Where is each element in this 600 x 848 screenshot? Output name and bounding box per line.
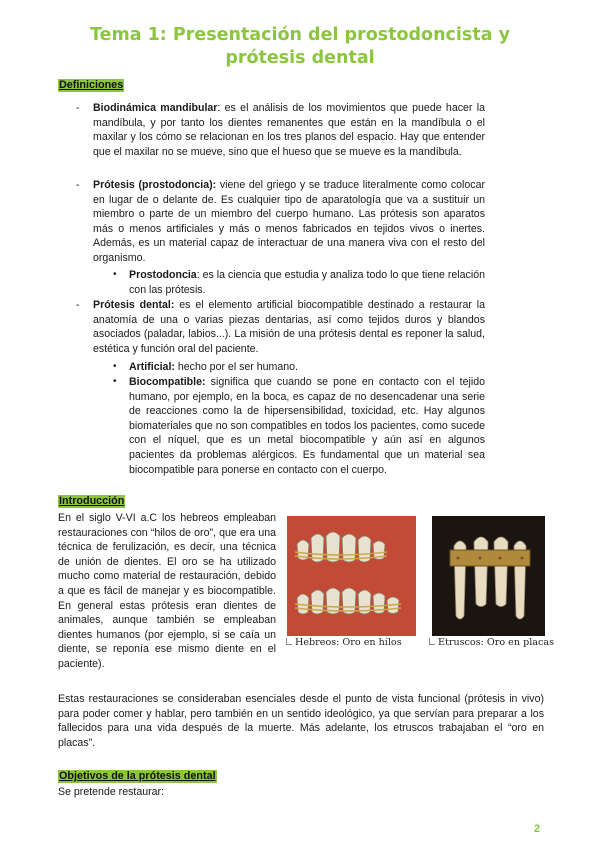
definition-text: significa que cuando se pone en contacto con el tejido humano, por ejemplo, en la boca, es capaz de no desencadenar una serie de reacciones como la de hipersensibilidad, toxicidad, etc. Hay algunos biomateriales que no son compatibles en todos los pacientes, como sucede con el níquel, que es un metal biocompatible y aún así en algunos pacientes da problemas alérgicos. Es fundamental que un material sea biocompatible para ponerse en contacto con el cuerpo. bbox=[129, 376, 485, 476]
bullet-marker: • bbox=[113, 376, 117, 387]
definition-prostodoncia bbox=[129, 268, 485, 297]
figure-caption-left bbox=[286, 637, 402, 648]
definition-text: es el elemento artificial biocompatible destinado a restaurar la anatomía de una o varias piezas dentarias, así como tejidos duros y blandos asociados (paladar, labios...). La misión de una prótesis dental es reponer la salud, estética y función oral del paciente. bbox=[93, 299, 485, 355]
teeth-gold-wire-illustration bbox=[287, 516, 416, 636]
caption-text: Hebreos: Oro en hilos bbox=[295, 637, 402, 648]
section-heading-introduccion: Introducción bbox=[59, 495, 125, 507]
term-protesis: Prótesis (prostodoncia): bbox=[93, 179, 217, 191]
term-prostodoncia: Prostodoncia bbox=[129, 269, 197, 281]
definition-artificial bbox=[129, 360, 485, 375]
definition-text: : es la ciencia que estudia y analiza todo lo que tiene relación con las prótesis. bbox=[129, 269, 485, 296]
definition-text: : es el análisis de los movimientos que puede hacer la mandíbula, y por tanto los dientes remanentes que están en la mandíbula o el maxilar y los cómo se relacionan en los tres planos del espacio. Hay que entender que el maxilar no se mueve, sino que el hueso que se mueve es la mandíbula. bbox=[93, 102, 485, 158]
term-protesis-dental: Prótesis dental: bbox=[93, 299, 175, 311]
dash-marker: - bbox=[76, 102, 80, 114]
caption-text: Etruscos: Oro en placas bbox=[438, 637, 555, 648]
page-title: Tema 1: Presentación del prostodoncista y prótesis dental bbox=[89, 25, 511, 68]
definition-protesis bbox=[93, 178, 485, 266]
bullet-marker: • bbox=[113, 361, 117, 372]
page-number: 2 bbox=[534, 823, 541, 835]
definition-protesis-dental bbox=[93, 298, 485, 356]
dash-marker: - bbox=[76, 179, 80, 191]
term-biodinamica: Biodinámica mandibular bbox=[93, 102, 218, 114]
historical-prosthesis-figure bbox=[284, 510, 555, 652]
term-artificial: Artificial: bbox=[129, 361, 175, 373]
intro-paragraph-1: En el siglo V-VI a.C los hebreos empleaban restauraciones con “hilos de oro”, que era una técnica de ferulización, es decir, una técnica de unión de dientes. El oro se ha utilizado mucho como material de restauración, debido a que es fácil de manejar y es biocompatible. En general estas prótesis eran dientes de animales, aunque también se empleaban dientes humanos (por ejemplo, si se caía un diente, se reponía ese mismo diente en el paciente). bbox=[58, 512, 276, 670]
dash-marker: - bbox=[76, 299, 80, 311]
definition-text: hecho por el ser humano. bbox=[174, 361, 299, 373]
section-heading-definiciones: Definiciones bbox=[59, 79, 124, 91]
caption-marker-icon bbox=[286, 638, 292, 645]
intro-paragraph-2: Estas restauraciones se consideraban esenciales desde el punto de vista funcional (prótesis in vivo) para poder comer y hablar, pero también en un sentido ideológico, ya que servían para preparar a los fallecidos para una vida después de la muerte. Más adelante, los etruscos trabajaban el “oro en placas”. bbox=[58, 693, 544, 749]
bullet-marker: • bbox=[113, 269, 117, 280]
teeth-gold-plate-illustration bbox=[432, 516, 545, 636]
definition-biocompatible bbox=[129, 375, 485, 477]
term-biocompatible: Biocompatible: bbox=[129, 376, 206, 388]
hebreos-gold-wire-photo bbox=[287, 516, 416, 636]
caption-marker-icon bbox=[429, 638, 435, 645]
definition-text: viene del griego y se traduce literalmente como colocar en lugar de o delante de. Es cualquier tipo de aparatología que va a sustituir un miembro o parte de un miembro del cuerpo humano. Las prótesis son aparatos más o menos artificiales y más o menos fabricados en tejidos vivos o inertes. Además, es un material capaz de interactuar de una manera viva con el resto del organismo. bbox=[93, 179, 485, 264]
etruscos-gold-plate-photo bbox=[432, 516, 545, 636]
section-heading-objetivos: Objetivos de la prótesis dental bbox=[59, 770, 216, 782]
objetivos-text: Se pretende restaurar: bbox=[58, 786, 164, 798]
figure-caption-right bbox=[429, 637, 554, 648]
definition-biodinamica bbox=[93, 101, 485, 159]
